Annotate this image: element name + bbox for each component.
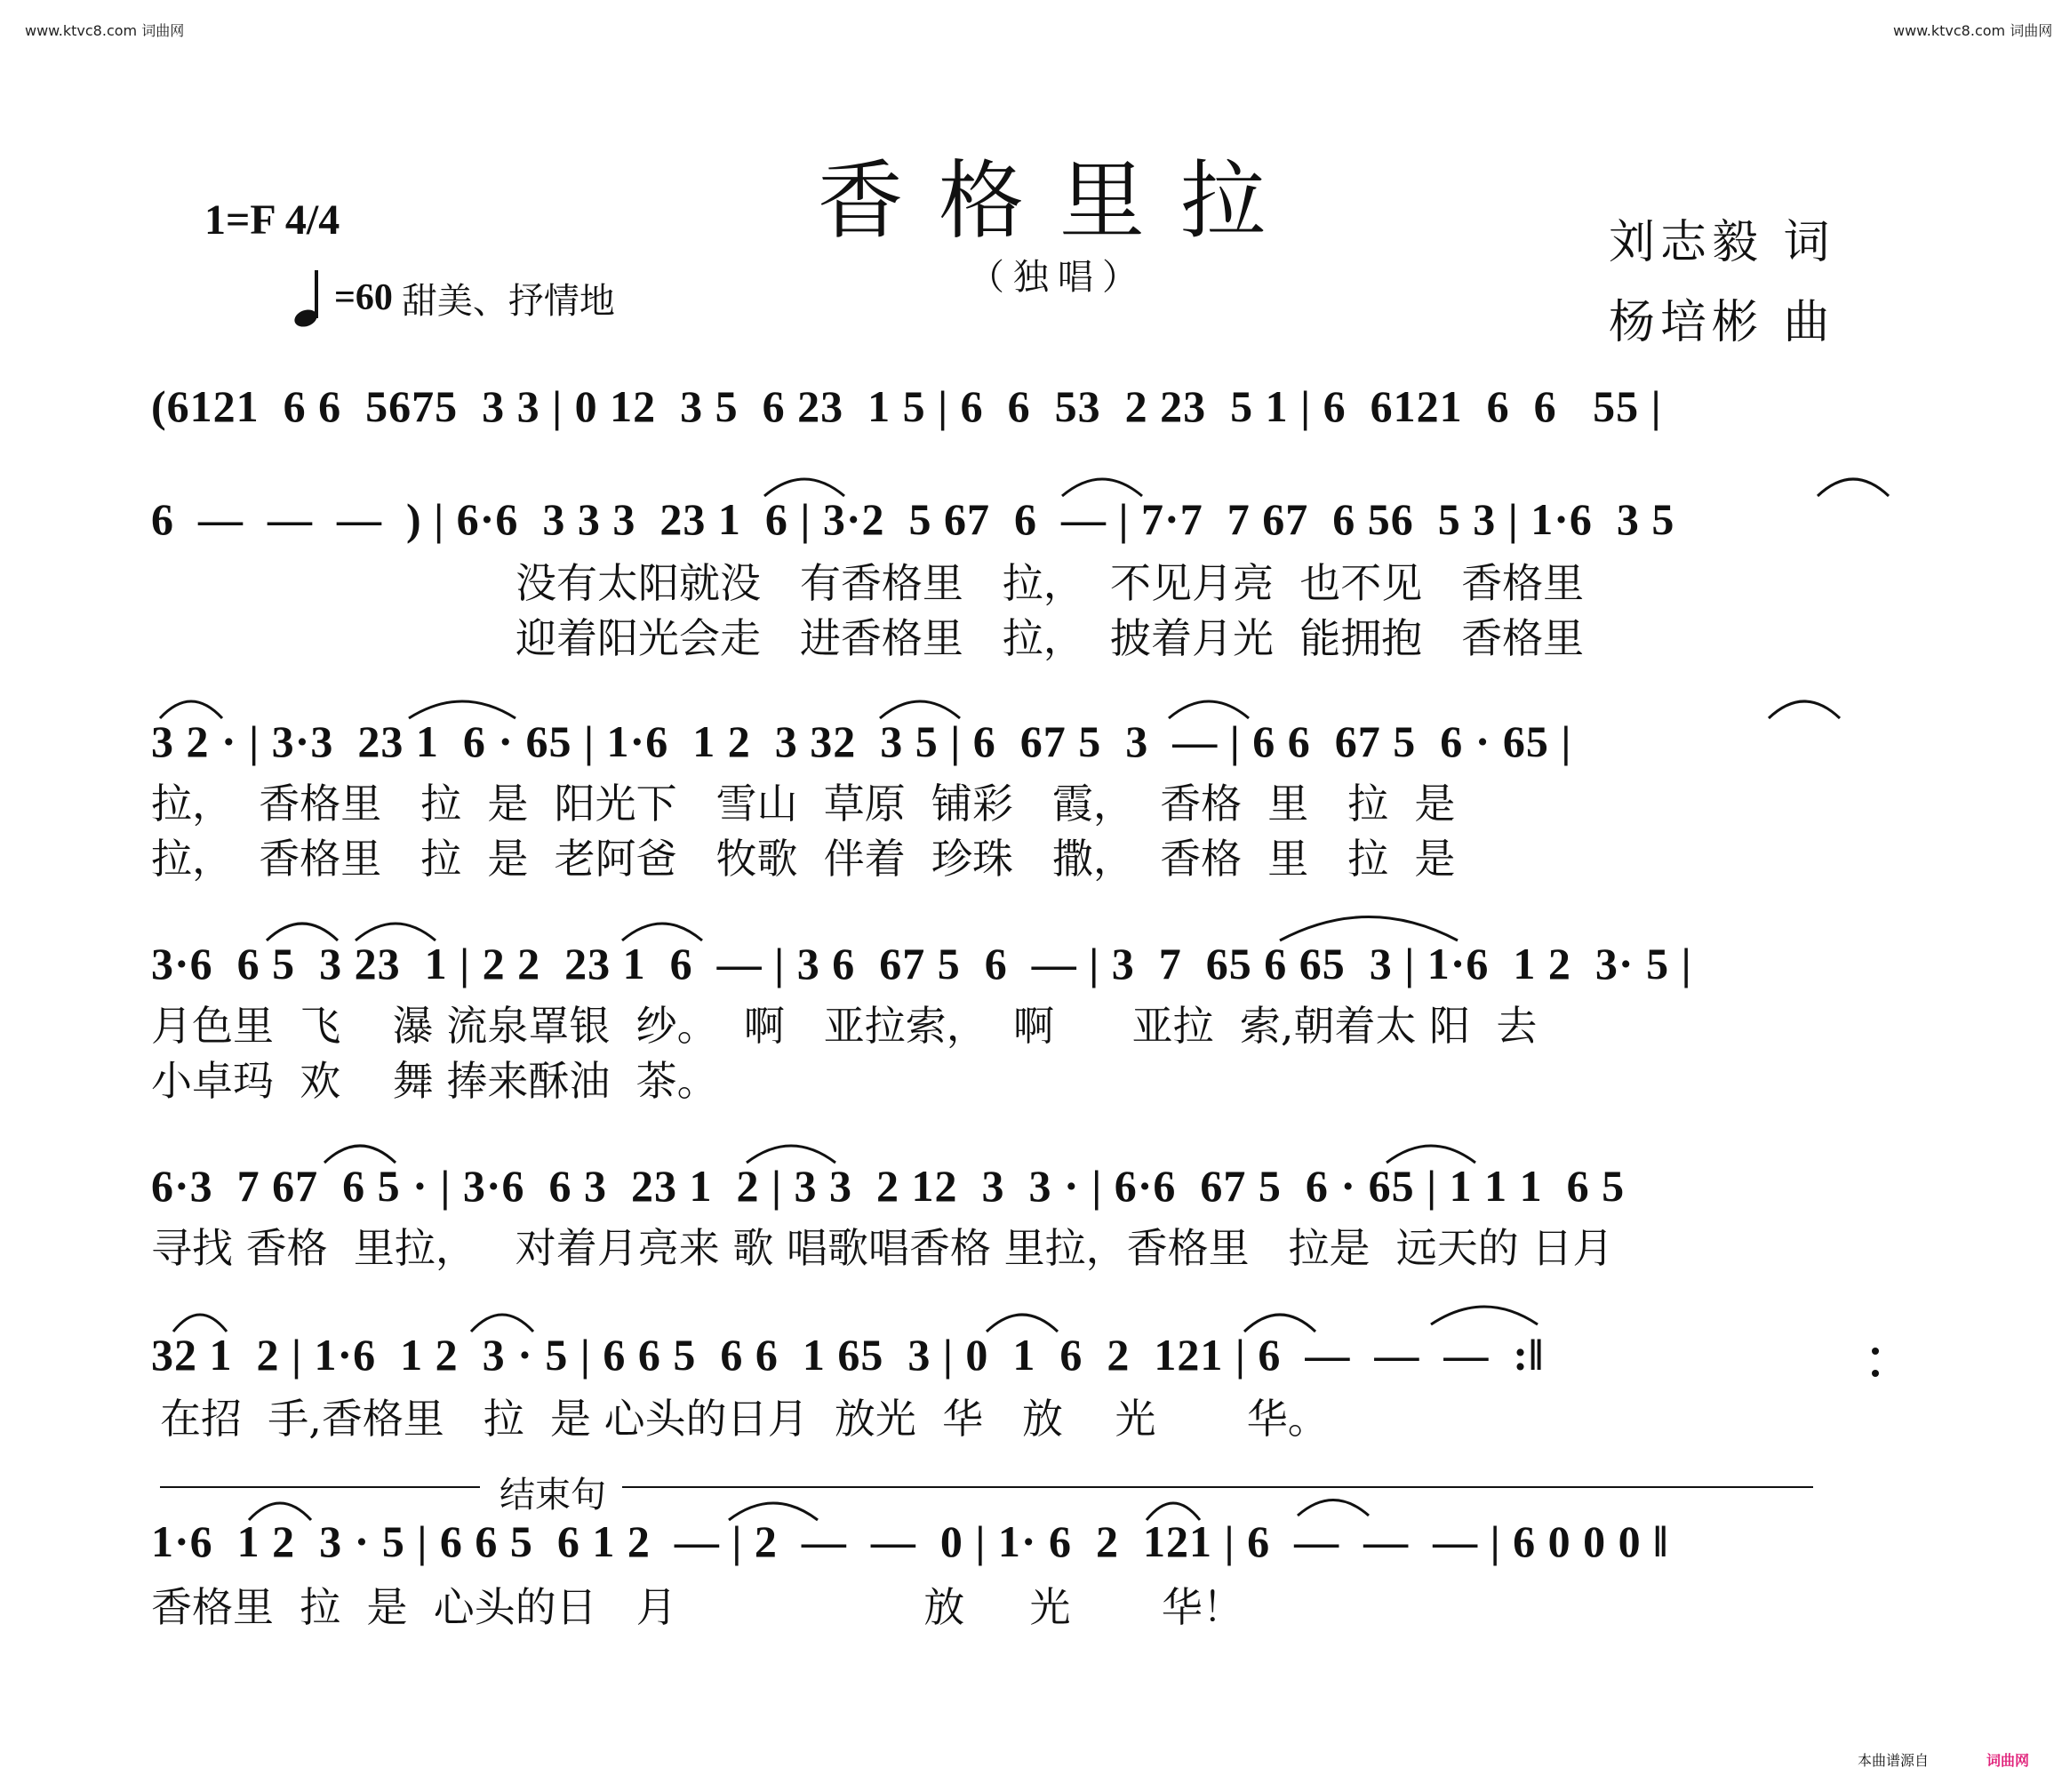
lyric-line-4: 寻找 香格 里拉， 对着月亮来 歌 唱歌唱香格 里拉，香格里 拉是 远天的 日月 (151, 1224, 1614, 1272)
key-signature: 1=F 4/4 (204, 196, 340, 244)
slur (1244, 1315, 1315, 1332)
slur (1169, 701, 1249, 718)
lyric-line-2-verse-1: 拉， 香格里 拉 是 阳光下 雪山 草原 铺彩 霞， 香格 里 拉 是 (151, 780, 1456, 828)
repeat-dot (1872, 1370, 1879, 1377)
tempo-expression: 甜美、抒情地 (401, 280, 615, 322)
ending-label: 结束句 (500, 1475, 606, 1516)
lyric-line-5: 在招 手,香格里 拉 是 心头的日月 放光 华 放 光 华。 (160, 1395, 1329, 1443)
slur (1298, 1500, 1369, 1516)
notation-line-2: 6 — — — ) | 6·6 3 3 3 23 1 6 | 3·2 5 67 6 — | 7·7 7 67 6 56 5 3 | 1·6 3 5 (151, 494, 1675, 544)
repeat-dot (1872, 1348, 1879, 1355)
footer-site: 词曲网 (1986, 1752, 2030, 1769)
slur (1280, 917, 1458, 941)
slur (356, 924, 436, 940)
composer-credit: 杨培彬 曲 (1609, 296, 1835, 349)
slur (173, 1315, 227, 1332)
notation-line-7: 1·6 1 2 3 · 5 | 6 6 5 6 1 2 — | 2 — — 0 | 1· 6 2 121 | 6 — — — | 6 0 0 0 ‖ (151, 1516, 1669, 1566)
slur (409, 701, 516, 718)
slur (160, 701, 222, 718)
slur (1387, 1146, 1475, 1163)
watermark-left: www.ktvc8.com 词曲网 (25, 22, 185, 39)
slur (729, 1503, 818, 1520)
lyric-line-3-verse-1: 月色里 飞 瀑 流泉罩银 纱。 啊 亚拉索， 啊 亚拉 索,朝着太 阳 去 (151, 1002, 1538, 1050)
notation-line-5: 6·3 7 67 6 5 · | 3·6 6 3 23 1 2 | 3 3 2 12 3 3 · | 6·6 67 5 6 · 65 | 1 1 1 6 5 (151, 1161, 1626, 1211)
slur (1062, 479, 1142, 496)
lyric-line-2-verse-2: 拉， 香格里 拉 是 老阿爸 牧歌 伴着 珍珠 撒， 香格 里 拉 是 (151, 835, 1456, 883)
notation-line-1: (6121 6 6 5675 3 3 | 0 12 3 5 6 23 1 5 | 6 6 53 2 23 5 1 | 6 6121 6 6 55 | (151, 381, 1662, 431)
slur (764, 479, 844, 496)
tempo-value: =60 (334, 277, 393, 318)
lyricist-credit: 刘志毅 词 (1609, 216, 1835, 269)
notation-line-6: 32 1 2 | 1·6 1 2 3 · 5 | 6 6 5 6 6 1 65 3 | 0 1 6 2 121 | 6 — — — :‖ (151, 1330, 1545, 1380)
watermark-right: www.ktvc8.com 词曲网 (1893, 22, 2053, 39)
lyric-line-6: 香格里 拉 是 心头的日 月 放 光 华！ (151, 1583, 1243, 1631)
slur (1431, 1307, 1538, 1324)
slur (267, 924, 338, 940)
notation-line-4: 3·6 6 5 3 23 1 | 2 2 23 1 6 — | 3 6 67 5 6 — | 3 7 65 6 65 3 | 1·6 1 2 3· 5 | (151, 939, 1692, 988)
slur (1147, 1503, 1200, 1520)
slur (880, 701, 960, 718)
slur (622, 924, 702, 940)
song-subtitle: （独唱） (969, 257, 1147, 298)
lyric-line-3-verse-2: 小卓玛 欢 舞 捧来酥油 茶。 (151, 1057, 718, 1105)
song-title: 香格里拉 (818, 151, 1301, 251)
slur (471, 1315, 533, 1332)
slur (324, 1146, 396, 1163)
lyric-line-1-verse-2: 迎着阳光会走 进香格里 拉， 披着月光 能拥抱 香格里 (516, 614, 1585, 662)
slur (249, 1503, 311, 1520)
notation-line-3: 3 2 · | 3·3 23 1 6 · 65 | 1·6 1 2 3 32 3 5 | 6 67 5 3 — | 6 6 67 5 6 · 65 | (151, 716, 1572, 766)
slur (1769, 701, 1840, 718)
slur (747, 1146, 835, 1163)
slur (987, 1315, 1058, 1332)
lyric-line-1-verse-1: 没有太阳就没 有香格里 拉， 不见月亮 也不见 香格里 (516, 559, 1585, 607)
footer-source: 本曲谱源自 (1858, 1752, 1930, 1769)
slur (1818, 479, 1889, 496)
